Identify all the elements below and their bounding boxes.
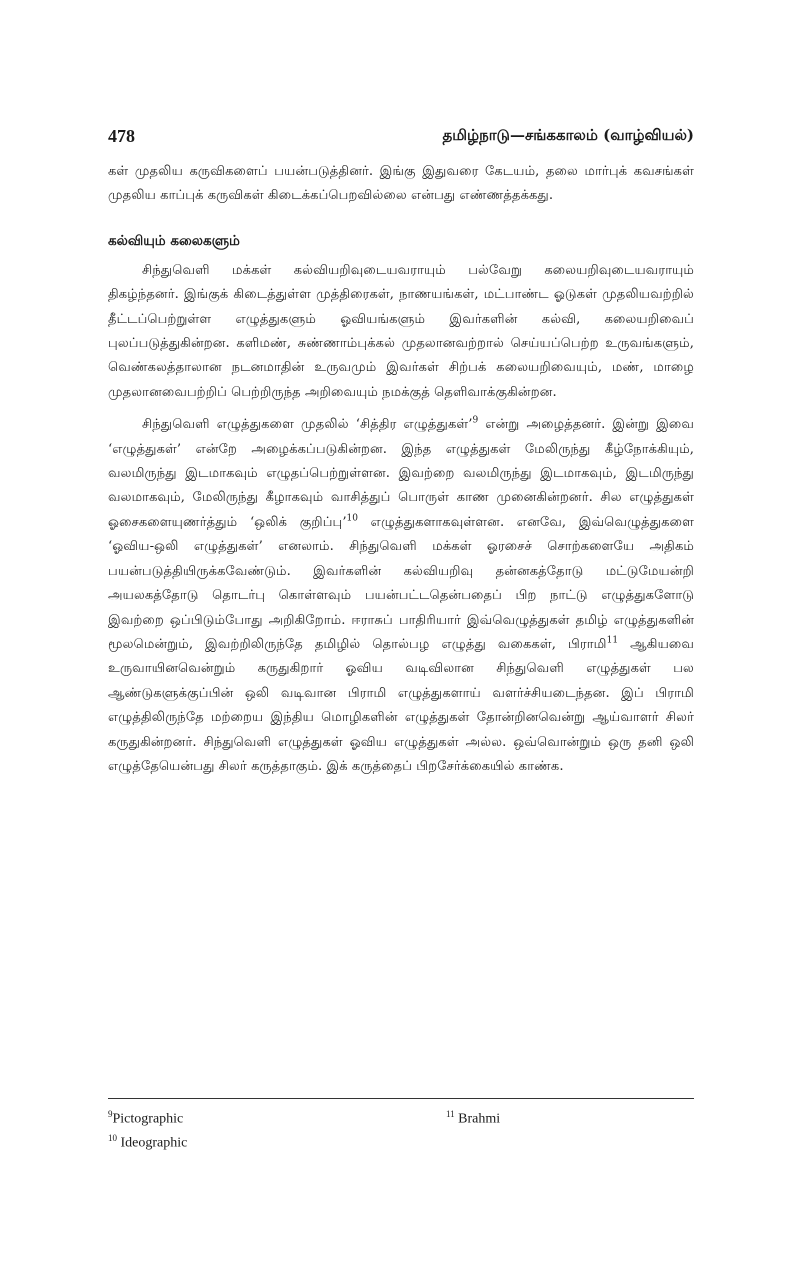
footnote-10	[108, 1129, 187, 1153]
footnote-11	[446, 1105, 500, 1129]
footnote-ref-11: 11	[606, 635, 619, 646]
paragraph-text: சிந்துவெளி எழுத்துகளை முதலில் ‘சித்திர எழுத்துகள்’	[142, 417, 473, 433]
footnote-9	[108, 1105, 187, 1129]
footnote-divider	[108, 1098, 694, 1099]
paragraph-text: என்று அழைத்தனர். இன்று இவை ‘எழுத்துகள்’ என்றே அழைக்கப்படுகின்றன. இந்த எழுத்துகள் மேலிருந்து கீழ்நோக்கியும், வலமிருந்து இடமாகவும் எழுதப்பெற்றுள்ளன. இவற்றை வலமிருந்து இடமாகவும், இடமிருந்து வலமாகவும், மேலிருந்து கீழாகவும் வாசித்துப் பொருள் காண முனைகின்றனர். சில எழுத்துகள் ஓசைகளையுணர்த்தும் ‘ஒலிக் குறிப்பு’	[108, 417, 695, 530]
footnote-ref-9: 9	[472, 415, 479, 426]
footnotes-left-column	[108, 1105, 187, 1152]
footnote-ref-10: 10	[346, 513, 358, 524]
page-header	[108, 120, 694, 150]
footnote-text: Ideographic	[120, 1135, 188, 1151]
footnote-text: Brahmi	[458, 1111, 501, 1127]
footnotes-right-column	[446, 1105, 500, 1129]
footnote-number: 9	[108, 1109, 113, 1119]
paragraph-indus-script	[108, 413, 694, 779]
book-page	[108, 120, 694, 1160]
footnote-number: 10	[108, 1132, 117, 1143]
paragraph-text: ஆகியவை உருவாயினவென்றும் கருதுகிறார் ஓவிய வடிவிலான சிந்துவெளி எழுத்துகள் பல ஆண்டுகளுக்குப்பின் ஒலி வடிவான பிராமி எழுத்துகளாய் வளர்ச்சியடைந்தன. இப் பிராமி எழுத்திலிருந்தே மற்றைய இந்திய மொழிகளின் எழுத்துகள் தோன்றினவென்று ஆய்வாளர் சிலர் கருதுகின்றனர். சிந்துவெளி எழுத்துகள் ஓவிய எழுத்துகள் அல்ல. ஒவ்வொன்றும் ஒரு தனி ஒலி எழுத்தேயென்பது சிலர் கருத்தாகும். இக் கருத்தைப் பிறசேர்க்கையில் காண்க.	[108, 636, 694, 774]
paragraph-education-arts: சிந்துவெளி மக்கள் கல்வியறிவுடையவராயும் பல்வேறு கலையறிவுடையவராயும் திகழ்ந்தனர். இங்குக் கிடைத்துள்ள முத்திரைகள், நாணயங்கள், மட்பாண்ட ஓடுகள் முதலியவற்றில் தீட்டப்பெற்றுள்ள எழுத்துகளும் ஓவியங்களும் இவர்களின் கல்வி, கலையறிவைப் புலப்படுத்துகின்றன. களிமண், சுண்ணாம்புக்கல் முதலானவற்றால் செய்யப்பெற்ற உருவங்களும், வெண்கலத்தாலான நடனமாதின் உருவமும் இவர்கள் சிற்பக் கலையறிவையும், மண், மாழை முதலானவைபற்றிப் பெற்றிருந்த அறிவையும் நமக்குத் தெளிவாக்குகின்றன.	[108, 262, 694, 400]
footnote-number: 11	[446, 1109, 455, 1119]
paragraph-text: எழுத்துகளாகவுள்ளன. எனவே, இவ்வெழுத்துகளை ‘ஓவிய-ஒலி எழுத்துகள்’ எனலாம். சிந்துவெளி மக்கள் ஓரசைச் சொற்களையே அதிகம் பயன்படுத்தியிருக்கவேண்டும். இவர்களின் கல்வியறிவு தன்னகத்தோடு மட்டுமேயன்றி அயலகத்தோடு தொடர்பு கொள்ளவும் பயன்பட்டதென்பதைப் பிற நாட்டு எழுத்துகளோடு இவற்றை ஒப்பிடும்போது அறிகிறோம். ஈராசுப் பாதிரியார் இவ்வெழுத்துகள் தமிழ் எழுத்துகளின் மூலமென்றும், இவற்றிலிருந்தே தமிழில் தொல்பழ எழுத்து வகைகள், பிராமி	[108, 514, 695, 652]
running-title: தமிழ்நாடு—சங்ககாலம் (வாழ்வியல்)	[442, 126, 694, 144]
page-number: 478	[108, 126, 135, 146]
paragraph-continuation: கள் முதலிய கருவிகளைப் பயன்படுத்தினர். இங்கு இதுவரை கேடயம், தலை மார்புக் கவசங்கள் முதலிய காப்புக் கருவிகள் கிடைக்கப்பெறவில்லை என்பது எண்ணத்தக்கது.	[108, 164, 694, 204]
footnote-text: Pictographic	[112, 1111, 184, 1127]
section-heading: கல்வியும் கலைகளும்	[108, 232, 240, 249]
